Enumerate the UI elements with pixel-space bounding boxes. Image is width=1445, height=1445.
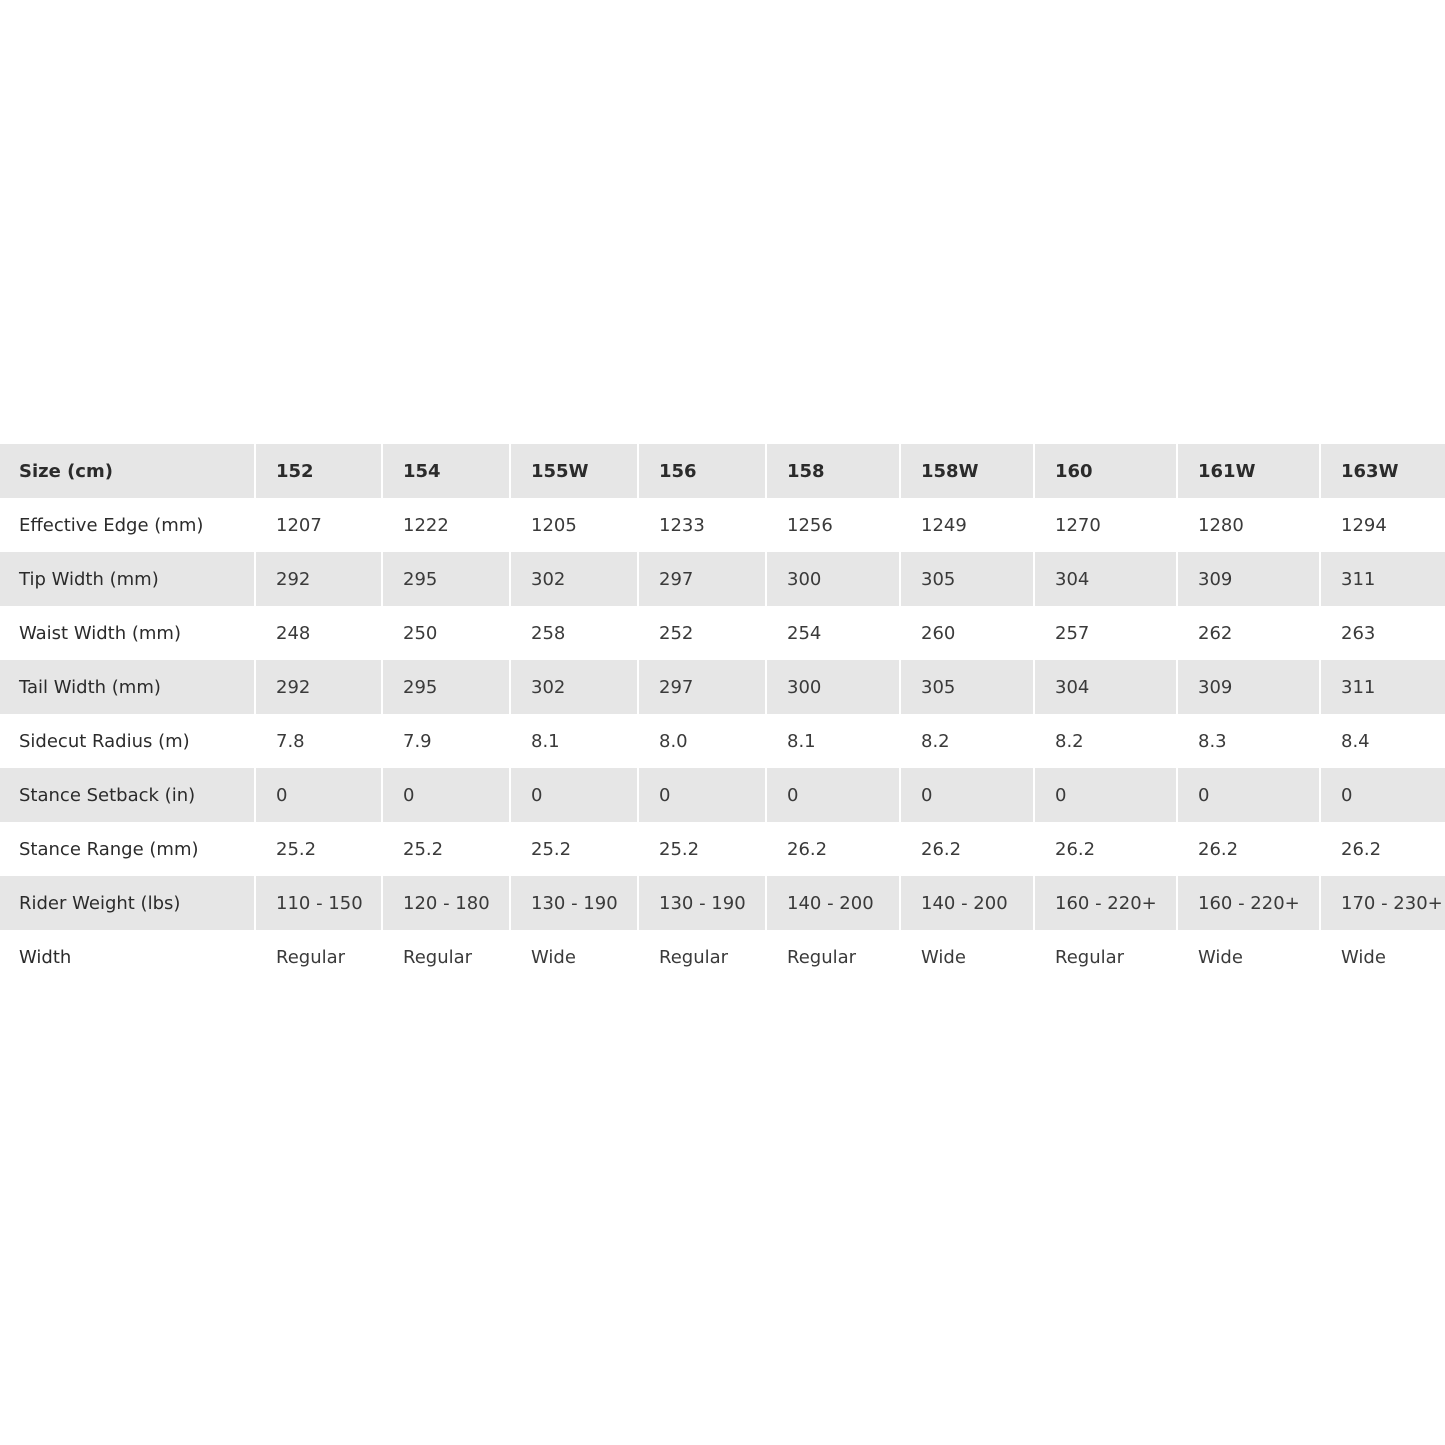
table-cell: Regular <box>1034 930 1177 984</box>
table-cell: 300 <box>766 660 900 714</box>
size-header-cell: 160 <box>1034 444 1177 498</box>
table-cell: 170 - 230+ <box>1320 876 1445 930</box>
size-header-cell: 158W <box>900 444 1034 498</box>
table-cell: 26.2 <box>1320 822 1445 876</box>
table-cell: 140 - 200 <box>900 876 1034 930</box>
table-cell: 8.2 <box>1034 714 1177 768</box>
table-cell: 130 - 190 <box>638 876 766 930</box>
table-cell: 0 <box>382 768 510 822</box>
size-header-cell: 152 <box>255 444 382 498</box>
table-cell: 257 <box>1034 606 1177 660</box>
table-row-sidecut-radius <box>0 714 1445 768</box>
table-row-waist-width <box>0 606 1445 660</box>
size-header-cell: 163W <box>1320 444 1445 498</box>
table-cell: 120 - 180 <box>382 876 510 930</box>
row-label: Effective Edge (mm) <box>0 498 255 552</box>
table-row-tail-width <box>0 660 1445 714</box>
size-header-cell: 158 <box>766 444 900 498</box>
size-chart-table <box>0 444 1445 984</box>
table-cell: 0 <box>900 768 1034 822</box>
table-header-row <box>0 444 1445 498</box>
size-header-cell: 155W <box>510 444 638 498</box>
table-cell: 297 <box>638 552 766 606</box>
table-cell: Regular <box>766 930 900 984</box>
size-header-cell: 156 <box>638 444 766 498</box>
table-cell: 1233 <box>638 498 766 552</box>
table-cell: 311 <box>1320 660 1445 714</box>
table-cell: 25.2 <box>255 822 382 876</box>
row-label: Sidecut Radius (m) <box>0 714 255 768</box>
table-row-rider-weight <box>0 876 1445 930</box>
table-cell: Wide <box>1177 930 1320 984</box>
table-cell: 8.1 <box>766 714 900 768</box>
table-cell: 26.2 <box>766 822 900 876</box>
size-header-cell: 154 <box>382 444 510 498</box>
table-cell: 252 <box>638 606 766 660</box>
table-cell: 295 <box>382 552 510 606</box>
table-cell: 25.2 <box>382 822 510 876</box>
table-cell: 110 - 150 <box>255 876 382 930</box>
row-label: Rider Weight (lbs) <box>0 876 255 930</box>
table-cell: 130 - 190 <box>510 876 638 930</box>
table-cell: 258 <box>510 606 638 660</box>
row-label: Tip Width (mm) <box>0 552 255 606</box>
table-cell: 25.2 <box>510 822 638 876</box>
table-cell: 0 <box>255 768 382 822</box>
table-row-width <box>0 930 1445 984</box>
table-cell: 302 <box>510 660 638 714</box>
table-cell: 304 <box>1034 552 1177 606</box>
table-cell: Regular <box>382 930 510 984</box>
table-cell: 309 <box>1177 552 1320 606</box>
table-cell: 248 <box>255 606 382 660</box>
size-header-cell: 161W <box>1177 444 1320 498</box>
table-cell: 140 - 200 <box>766 876 900 930</box>
table-cell: 26.2 <box>1034 822 1177 876</box>
table-row-effective-edge <box>0 498 1445 552</box>
table-row-stance-setback <box>0 768 1445 822</box>
table-cell: 1222 <box>382 498 510 552</box>
table-cell: 260 <box>900 606 1034 660</box>
table-cell: 1294 <box>1320 498 1445 552</box>
table-cell: Wide <box>510 930 638 984</box>
table-cell: 26.2 <box>1177 822 1320 876</box>
row-label: Stance Setback (in) <box>0 768 255 822</box>
table-cell: 263 <box>1320 606 1445 660</box>
table-cell: 305 <box>900 660 1034 714</box>
row-label: Tail Width (mm) <box>0 660 255 714</box>
table-cell: 292 <box>255 552 382 606</box>
table-cell: 1280 <box>1177 498 1320 552</box>
table-cell: 8.1 <box>510 714 638 768</box>
table-cell: 1270 <box>1034 498 1177 552</box>
row-label: Width <box>0 930 255 984</box>
table-cell: Wide <box>1320 930 1445 984</box>
table-cell: 311 <box>1320 552 1445 606</box>
table-cell: 160 - 220+ <box>1034 876 1177 930</box>
table-cell: 8.3 <box>1177 714 1320 768</box>
table-cell: 0 <box>766 768 900 822</box>
table-cell: 7.9 <box>382 714 510 768</box>
table-cell: 0 <box>1034 768 1177 822</box>
table-row-stance-range <box>0 822 1445 876</box>
row-label: Stance Range (mm) <box>0 822 255 876</box>
table-cell: 262 <box>1177 606 1320 660</box>
table-cell: 8.0 <box>638 714 766 768</box>
table-cell: 297 <box>638 660 766 714</box>
table-cell: Regular <box>255 930 382 984</box>
table-cell: 309 <box>1177 660 1320 714</box>
table-cell: 160 - 220+ <box>1177 876 1320 930</box>
table-cell: 254 <box>766 606 900 660</box>
table-row-tip-width <box>0 552 1445 606</box>
table-cell: 0 <box>638 768 766 822</box>
table-cell: 1249 <box>900 498 1034 552</box>
table-cell: 8.2 <box>900 714 1034 768</box>
table-cell: 7.8 <box>255 714 382 768</box>
table-cell: 295 <box>382 660 510 714</box>
table-cell: 300 <box>766 552 900 606</box>
table-cell: Wide <box>900 930 1034 984</box>
table-cell: 292 <box>255 660 382 714</box>
table-cell: 25.2 <box>638 822 766 876</box>
table-cell: 0 <box>1320 768 1445 822</box>
header-label: Size (cm) <box>0 444 255 498</box>
table-cell: 1207 <box>255 498 382 552</box>
table-cell: 1205 <box>510 498 638 552</box>
table-cell: 26.2 <box>900 822 1034 876</box>
table-cell: 305 <box>900 552 1034 606</box>
table-cell: 8.4 <box>1320 714 1445 768</box>
table-cell: 0 <box>510 768 638 822</box>
table-cell: 302 <box>510 552 638 606</box>
table-cell: 250 <box>382 606 510 660</box>
table-cell: 304 <box>1034 660 1177 714</box>
row-label: Waist Width (mm) <box>0 606 255 660</box>
table-cell: Regular <box>638 930 766 984</box>
table-cell: 1256 <box>766 498 900 552</box>
table-cell: 0 <box>1177 768 1320 822</box>
